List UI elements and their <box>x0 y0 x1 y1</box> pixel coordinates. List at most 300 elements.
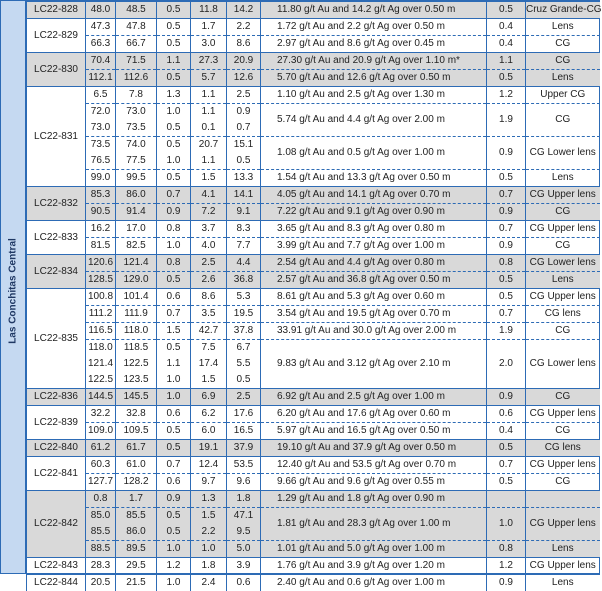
true-width-cell: 1.9 <box>487 323 526 340</box>
table-row <box>27 36 600 53</box>
from-cell: 118.0 <box>86 340 116 357</box>
true-width-cell: 0.5 <box>487 70 526 87</box>
table-row <box>27 306 600 323</box>
silver-grade-cell: 2.5 <box>227 87 261 104</box>
silver-grade-cell: 1.8 <box>227 491 261 508</box>
to-cell: 122.5 <box>116 356 157 372</box>
to-cell: 74.0 <box>116 137 157 154</box>
table-body <box>27 2 600 591</box>
zone-cell: CG <box>526 104 600 137</box>
from-cell: 112.1 <box>86 70 116 87</box>
to-cell: 91.4 <box>116 204 157 221</box>
silver-grade-cell: 16.5 <box>227 423 261 440</box>
to-cell: 73.5 <box>116 120 157 137</box>
interval-description: 11.80 g/t Au and 14.2 g/t Ag over 0.50 m <box>261 2 487 19</box>
gold-grade-cell: 9.7 <box>191 474 227 491</box>
gold-grade-cell: 2.6 <box>191 272 227 289</box>
interval-description: 1.29 g/t Au and 1.8 g/t Ag over 0.90 m <box>261 491 487 508</box>
silver-grade-cell: 5.0 <box>227 541 261 558</box>
interval-description: 27.30 g/t Au and 20.9 g/t Ag over 1.10 m* <box>261 53 487 70</box>
table-row <box>27 19 600 36</box>
from-cell: 88.5 <box>86 541 116 558</box>
silver-grade-cell: 0.5 <box>227 372 261 389</box>
from-cell: 6.5 <box>86 87 116 104</box>
interval-description: 1.01 g/t Au and 5.0 g/t Ag over 1.00 m <box>261 541 487 558</box>
from-cell: 70.4 <box>86 53 116 70</box>
length-cell: 1.0 <box>157 541 191 558</box>
length-cell: 1.0 <box>157 238 191 255</box>
zone-cell: CG Upper lens <box>526 558 600 575</box>
silver-grade-cell: 19.5 <box>227 306 261 323</box>
table-row <box>27 272 600 289</box>
table-row <box>27 204 600 221</box>
gold-grade-cell: 19.1 <box>191 440 227 457</box>
length-cell: 1.0 <box>157 153 191 170</box>
to-cell: 128.2 <box>116 474 157 491</box>
gold-grade-cell: 1.1 <box>191 104 227 121</box>
length-cell: 0.8 <box>157 255 191 272</box>
gold-grade-cell: 6.2 <box>191 406 227 423</box>
gold-grade-cell: 1.7 <box>191 19 227 36</box>
hole-id: LC22-843 <box>27 558 86 575</box>
silver-grade-cell: 17.6 <box>227 406 261 423</box>
true-width-cell <box>487 491 526 508</box>
zone-cell <box>526 491 600 508</box>
interval-description: 2.40 g/t Au and 0.6 g/t Ag over 1.00 m <box>261 575 487 591</box>
true-width-cell: 0.8 <box>487 541 526 558</box>
to-cell: 109.5 <box>116 423 157 440</box>
gold-grade-cell: 1.0 <box>191 541 227 558</box>
from-cell: 99.0 <box>86 170 116 187</box>
silver-grade-cell: 37.8 <box>227 323 261 340</box>
interval-description: 1.72 g/t Au and 2.2 g/t Ag over 0.50 m <box>261 19 487 36</box>
table-row <box>27 575 600 591</box>
true-width-cell: 0.7 <box>487 306 526 323</box>
interval-description: 6.20 g/t Au and 17.6 g/t Ag over 0.60 m <box>261 406 487 423</box>
from-cell: 122.5 <box>86 372 116 389</box>
silver-grade-cell: 14.1 <box>227 187 261 204</box>
zone-cell: Lens <box>526 170 600 187</box>
gold-grade-cell: 2.5 <box>191 255 227 272</box>
to-cell: 82.5 <box>116 238 157 255</box>
gold-grade-cell: 7.5 <box>191 340 227 357</box>
silver-grade-cell: 2.5 <box>227 389 261 406</box>
gold-grade-cell: 1.8 <box>191 558 227 575</box>
true-width-cell: 1.2 <box>487 558 526 575</box>
silver-grade-cell: 8.6 <box>227 36 261 53</box>
true-width-cell: 0.5 <box>487 2 526 19</box>
silver-grade-cell: 14.2 <box>227 2 261 19</box>
true-width-cell: 0.6 <box>487 406 526 423</box>
hole-id: LC22-841 <box>27 457 86 491</box>
gold-grade-cell: 2.4 <box>191 575 227 591</box>
length-cell: 0.5 <box>157 2 191 19</box>
gold-grade-cell: 1.1 <box>191 153 227 170</box>
zone-cell: CG <box>526 53 600 70</box>
length-cell: 0.5 <box>157 70 191 87</box>
true-width-cell: 0.5 <box>487 272 526 289</box>
to-cell: 48.5 <box>116 2 157 19</box>
to-cell: 118.0 <box>116 323 157 340</box>
zone-cell: CG Lower lens <box>526 137 600 170</box>
table-row <box>27 70 600 87</box>
silver-grade-cell: 20.9 <box>227 53 261 70</box>
zone-cell: CG Upper lens <box>526 457 600 474</box>
gold-grade-cell: 3.5 <box>191 306 227 323</box>
gold-grade-cell: 42.7 <box>191 323 227 340</box>
from-cell: 116.5 <box>86 323 116 340</box>
interval-description: 7.22 g/t Au and 9.1 g/t Ag over 0.90 m <box>261 204 487 221</box>
gold-grade-cell: 1.3 <box>191 491 227 508</box>
interval-description: 5.74 g/t Au and 4.4 g/t Ag over 2.00 m <box>261 104 487 137</box>
true-width-cell: 0.9 <box>487 389 526 406</box>
length-cell: 1.1 <box>157 53 191 70</box>
length-cell: 0.7 <box>157 457 191 474</box>
length-cell: 1.0 <box>157 104 191 121</box>
interval-description: 1.81 g/t Au and 28.3 g/t Ag over 1.00 m <box>261 508 487 541</box>
to-cell: 111.9 <box>116 306 157 323</box>
hole-id: LC22-830 <box>27 53 86 87</box>
interval-description: 3.54 g/t Au and 19.5 g/t Ag over 0.70 m <box>261 306 487 323</box>
length-cell: 0.5 <box>157 120 191 137</box>
table-row <box>27 541 600 558</box>
interval-description: 8.61 g/t Au and 5.3 g/t Ag over 0.60 m <box>261 289 487 306</box>
from-cell: 144.5 <box>86 389 116 406</box>
to-cell: 121.4 <box>116 255 157 272</box>
interval-description: 1.54 g/t Au and 13.3 g/t Ag over 0.50 m <box>261 170 487 187</box>
from-cell: 76.5 <box>86 153 116 170</box>
true-width-cell: 2.0 <box>487 340 526 389</box>
silver-grade-cell: 12.6 <box>227 70 261 87</box>
length-cell: 1.0 <box>157 389 191 406</box>
length-cell: 0.5 <box>157 423 191 440</box>
from-cell: 85.3 <box>86 187 116 204</box>
hole-id: LC22-842 <box>27 491 86 558</box>
hole-id: LC22-836 <box>27 389 86 406</box>
to-cell: 73.0 <box>116 104 157 121</box>
hole-id: LC22-840 <box>27 440 86 457</box>
length-cell: 0.7 <box>157 187 191 204</box>
interval-description: 2.97 g/t Au and 8.6 g/t Ag over 0.45 m <box>261 36 487 53</box>
gold-grade-cell: 2.2 <box>191 524 227 541</box>
from-cell: 120.6 <box>86 255 116 272</box>
zone-cell: Upper CG <box>526 87 600 104</box>
silver-grade-cell: 8.3 <box>227 221 261 238</box>
table-row <box>27 389 600 406</box>
from-cell: 85.5 <box>86 524 116 541</box>
to-cell: 89.5 <box>116 541 157 558</box>
zone-cell: CG Lower lens <box>526 255 600 272</box>
to-cell: 118.5 <box>116 340 157 357</box>
to-cell: 86.0 <box>116 187 157 204</box>
true-width-cell: 0.5 <box>487 440 526 457</box>
true-width-cell: 0.9 <box>487 204 526 221</box>
from-cell: 73.5 <box>86 137 116 154</box>
to-cell: 32.8 <box>116 406 157 423</box>
to-cell: 86.0 <box>116 524 157 541</box>
table-row <box>27 53 600 70</box>
to-cell: 77.5 <box>116 153 157 170</box>
length-cell: 0.6 <box>157 474 191 491</box>
silver-grade-cell: 0.5 <box>227 153 261 170</box>
silver-grade-cell: 9.1 <box>227 204 261 221</box>
from-cell: 121.4 <box>86 356 116 372</box>
to-cell: 101.4 <box>116 289 157 306</box>
from-cell: 100.8 <box>86 289 116 306</box>
true-width-cell: 0.4 <box>487 19 526 36</box>
to-cell: 1.7 <box>116 491 157 508</box>
interval-description: 9.83 g/t Au and 3.12 g/t Ag over 2.10 m <box>261 340 487 389</box>
true-width-cell: 0.4 <box>487 423 526 440</box>
true-width-cell: 1.2 <box>487 87 526 104</box>
length-cell: 1.5 <box>157 323 191 340</box>
gold-grade-cell: 3.0 <box>191 36 227 53</box>
zone-cell: CG Upper lens <box>526 221 600 238</box>
zone-cell: Lens <box>526 575 600 591</box>
zone-cell: Cruz Grande-CG <box>526 2 600 19</box>
length-cell: 1.1 <box>157 356 191 372</box>
silver-grade-cell: 6.7 <box>227 340 261 357</box>
true-width-cell: 0.5 <box>487 474 526 491</box>
from-cell: 16.2 <box>86 221 116 238</box>
table-row <box>27 340 600 357</box>
table-row <box>27 457 600 474</box>
from-cell: 85.0 <box>86 508 116 525</box>
table-row <box>27 289 600 306</box>
silver-grade-cell: 53.5 <box>227 457 261 474</box>
interval-description: 3.99 g/t Au and 7.7 g/t Ag over 1.00 m <box>261 238 487 255</box>
from-cell: 48.0 <box>86 2 116 19</box>
hole-id: LC22-831 <box>27 87 86 187</box>
length-cell: 0.5 <box>157 524 191 541</box>
true-width-cell: 0.5 <box>487 170 526 187</box>
true-width-cell: 0.7 <box>487 221 526 238</box>
from-cell: 127.7 <box>86 474 116 491</box>
hole-id: LC22-834 <box>27 255 86 289</box>
to-cell: 7.8 <box>116 87 157 104</box>
from-cell: 81.5 <box>86 238 116 255</box>
to-cell: 123.5 <box>116 372 157 389</box>
zone-cell: CG Upper lens <box>526 289 600 306</box>
zone-cell: CG <box>526 474 600 491</box>
zone-cell: CG lens <box>526 306 600 323</box>
interval-description: 5.70 g/t Au and 12.6 g/t Ag over 0.50 m <box>261 70 487 87</box>
interval-description: 9.66 g/t Au and 9.6 g/t Ag over 0.55 m <box>261 474 487 491</box>
interval-description: 5.97 g/t Au and 16.5 g/t Ag over 0.50 m <box>261 423 487 440</box>
table-row <box>27 87 600 104</box>
from-cell: 73.0 <box>86 120 116 137</box>
true-width-cell: 0.5 <box>487 289 526 306</box>
gold-grade-cell: 3.7 <box>191 221 227 238</box>
gold-grade-cell: 27.3 <box>191 53 227 70</box>
zone-cell: CG <box>526 204 600 221</box>
silver-grade-cell: 0.6 <box>227 575 261 591</box>
assay-results-table <box>26 1 600 591</box>
length-cell: 0.9 <box>157 204 191 221</box>
gold-grade-cell: 1.5 <box>191 372 227 389</box>
from-cell: 47.3 <box>86 19 116 36</box>
from-cell: 128.5 <box>86 272 116 289</box>
interval-description: 2.57 g/t Au and 36.8 g/t Ag over 0.50 m <box>261 272 487 289</box>
table-row <box>27 406 600 423</box>
gold-grade-cell: 11.8 <box>191 2 227 19</box>
to-cell: 99.5 <box>116 170 157 187</box>
gold-grade-cell: 5.7 <box>191 70 227 87</box>
length-cell: 0.6 <box>157 289 191 306</box>
silver-grade-cell: 5.3 <box>227 289 261 306</box>
zone-cell: CG <box>526 238 600 255</box>
table-row <box>27 104 600 121</box>
silver-grade-cell: 4.4 <box>227 255 261 272</box>
table-row <box>27 221 600 238</box>
gold-grade-cell: 1.1 <box>191 87 227 104</box>
true-width-cell: 1.0 <box>487 508 526 541</box>
length-cell: 0.7 <box>157 306 191 323</box>
hole-id: LC22-839 <box>27 406 86 440</box>
interval-description: 1.76 g/t Au and 3.9 g/t Ag over 1.20 m <box>261 558 487 575</box>
hole-id: LC22-835 <box>27 289 86 389</box>
length-cell: 0.5 <box>157 36 191 53</box>
table-row <box>27 170 600 187</box>
zone-cell: CG Upper lens <box>526 187 600 204</box>
table-row <box>27 238 600 255</box>
gold-grade-cell: 1.5 <box>191 508 227 525</box>
zone-cell: CG <box>526 36 600 53</box>
table-row <box>27 474 600 491</box>
zone-cell: CG Upper lens <box>526 508 600 541</box>
to-cell: 21.5 <box>116 575 157 591</box>
length-cell: 0.5 <box>157 340 191 357</box>
hole-id: LC22-828 <box>27 2 86 19</box>
zone-cell: CG Lower lens <box>526 340 600 389</box>
silver-grade-cell: 3.9 <box>227 558 261 575</box>
interval-description: 2.54 g/t Au and 4.4 g/t Ag over 0.80 m <box>261 255 487 272</box>
length-cell: 0.5 <box>157 272 191 289</box>
gold-grade-cell: 12.4 <box>191 457 227 474</box>
zone-cell: CG Upper lens <box>526 406 600 423</box>
interval-description: 4.05 g/t Au and 14.1 g/t Ag over 0.70 m <box>261 187 487 204</box>
interval-description: 6.92 g/t Au and 2.5 g/t Ag over 1.00 m <box>261 389 487 406</box>
to-cell: 61.0 <box>116 457 157 474</box>
from-cell: 28.3 <box>86 558 116 575</box>
table-row <box>27 440 600 457</box>
true-width-cell: 0.9 <box>487 137 526 170</box>
length-cell: 1.0 <box>157 575 191 591</box>
table-row <box>27 323 600 340</box>
gold-grade-cell: 6.0 <box>191 423 227 440</box>
silver-grade-cell: 7.7 <box>227 238 261 255</box>
zone-cell: CG <box>526 389 600 406</box>
to-cell: 112.6 <box>116 70 157 87</box>
zone-cell: CG lens <box>526 440 600 457</box>
silver-grade-cell: 13.3 <box>227 170 261 187</box>
length-cell: 0.5 <box>157 508 191 525</box>
zone-cell: Lens <box>526 70 600 87</box>
length-cell: 0.5 <box>157 170 191 187</box>
hole-id: LC22-829 <box>27 19 86 53</box>
to-cell: 85.5 <box>116 508 157 525</box>
interval-description: 12.40 g/t Au and 53.5 g/t Ag over 0.70 m <box>261 457 487 474</box>
table-row <box>27 2 600 19</box>
true-width-cell: 0.7 <box>487 187 526 204</box>
from-cell: 111.2 <box>86 306 116 323</box>
to-cell: 61.7 <box>116 440 157 457</box>
silver-grade-cell: 9.6 <box>227 474 261 491</box>
zone-cell: CG <box>526 323 600 340</box>
silver-grade-cell: 2.2 <box>227 19 261 36</box>
silver-grade-cell: 5.5 <box>227 356 261 372</box>
zone-cell: Lens <box>526 272 600 289</box>
silver-grade-cell: 47.1 <box>227 508 261 525</box>
true-width-cell: 0.9 <box>487 238 526 255</box>
true-width-cell: 1.1 <box>487 53 526 70</box>
interval-description: 19.10 g/t Au and 37.9 g/t Ag over 0.50 m <box>261 440 487 457</box>
to-cell: 71.5 <box>116 53 157 70</box>
length-cell: 1.3 <box>157 87 191 104</box>
table-row <box>27 491 600 508</box>
gold-grade-cell: 7.2 <box>191 204 227 221</box>
length-cell: 0.5 <box>157 19 191 36</box>
table-row <box>27 255 600 272</box>
to-cell: 129.0 <box>116 272 157 289</box>
to-cell: 66.7 <box>116 36 157 53</box>
from-cell: 60.3 <box>86 457 116 474</box>
to-cell: 29.5 <box>116 558 157 575</box>
zone-cell: Lens <box>526 19 600 36</box>
interval-description: 33.91 g/t Au and 30.0 g/t Ag over 2.00 m <box>261 323 487 340</box>
zone-cell: CG <box>526 423 600 440</box>
true-width-cell: 1.9 <box>487 104 526 137</box>
section-label-column <box>1 1 26 573</box>
section-label: Las Conchitas Central <box>8 238 19 344</box>
from-cell: 90.5 <box>86 204 116 221</box>
to-cell: 145.5 <box>116 389 157 406</box>
silver-grade-cell: 37.9 <box>227 440 261 457</box>
table-row <box>27 508 600 525</box>
silver-grade-cell: 36.8 <box>227 272 261 289</box>
interval-description: 1.08 g/t Au and 0.5 g/t Ag over 1.00 m <box>261 137 487 170</box>
gold-grade-cell: 20.7 <box>191 137 227 154</box>
hole-id: LC22-833 <box>27 221 86 255</box>
true-width-cell: 0.4 <box>487 36 526 53</box>
to-cell: 47.8 <box>116 19 157 36</box>
from-cell: 0.8 <box>86 491 116 508</box>
true-width-cell: 0.7 <box>487 457 526 474</box>
from-cell: 61.2 <box>86 440 116 457</box>
silver-grade-cell: 15.1 <box>227 137 261 154</box>
length-cell: 0.8 <box>157 221 191 238</box>
table-row <box>27 423 600 440</box>
silver-grade-cell: 9.5 <box>227 524 261 541</box>
hole-id: LC22-844 <box>27 575 86 591</box>
silver-grade-cell: 0.7 <box>227 120 261 137</box>
from-cell: 72.0 <box>86 104 116 121</box>
gold-grade-cell: 17.4 <box>191 356 227 372</box>
hole-id: LC22-832 <box>27 187 86 221</box>
length-cell: 0.6 <box>157 406 191 423</box>
table-row <box>27 187 600 204</box>
from-cell: 20.5 <box>86 575 116 591</box>
gold-grade-cell: 6.9 <box>191 389 227 406</box>
length-cell: 1.2 <box>157 558 191 575</box>
table-row <box>27 558 600 575</box>
table-row <box>27 137 600 154</box>
length-cell: 0.5 <box>157 440 191 457</box>
length-cell: 0.9 <box>157 491 191 508</box>
from-cell: 32.2 <box>86 406 116 423</box>
silver-grade-cell: 0.9 <box>227 104 261 121</box>
interval-description: 1.10 g/t Au and 2.5 g/t Ag over 1.30 m <box>261 87 487 104</box>
